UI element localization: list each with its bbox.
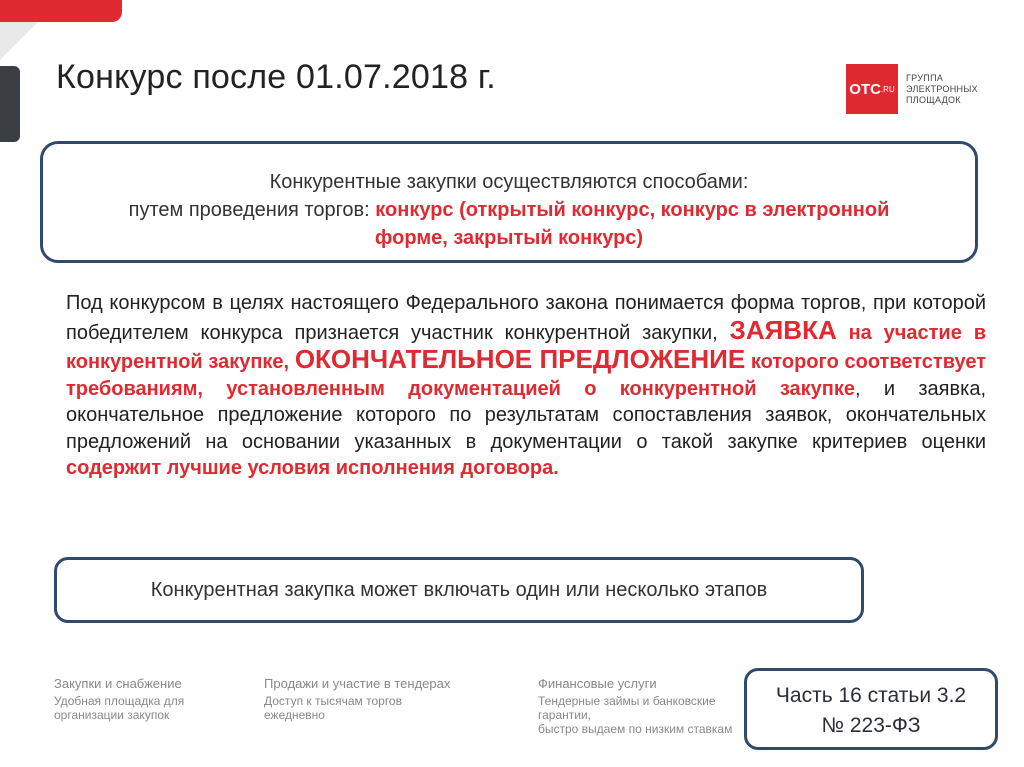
side-accent-bar [0,66,20,142]
logo-caption-line: ЭЛЕКТРОННЫХ [906,83,978,94]
footer-heading: Финансовые услуги [538,676,657,691]
highlight-text: на участие в конкурентной закупке, [66,321,986,373]
footer-line: Доступ к тысячам торгов [264,694,402,708]
stages-note-text: Конкурентная закупка может включать один или несколько этапов [150,578,768,601]
law-reference-line: Часть 16 статьи 3.2 [775,684,967,707]
logo-caption [906,73,978,106]
footer-sales[interactable] [264,677,450,722]
footer-line: Удобная площадка для [54,694,185,708]
highlight-application: ЗАЯВКА [729,314,837,345]
footer-line: организации закупок [54,708,170,722]
stages-note-box [54,557,864,623]
footer-line: Тендерные займы и банковские [538,694,716,708]
law-reference-box [744,668,998,750]
top-accent-tab [0,0,122,22]
definition-paragraph [66,290,986,482]
methods-heading: Конкурентные закупки осуществляются способами: [269,171,749,193]
paragraph-text: , и заявка, окончательное предложение которого по результатам сопоставления заявок, окончательных предложений на основании указанных в документации о такой закупке критериев оценки [66,377,986,453]
footer-line: гарантии, [538,708,591,722]
footer-procurement[interactable] [54,677,184,722]
footer-line: ежедневно [264,708,325,722]
paragraph-text: Под конкурсом в целях настоящего Федерального закона понимается форма торгов, при которой победителем конкурса признается участник конкурентной закупки, [66,292,986,344]
methods-highlight-cont: форме, закрытый конкурс) [374,227,644,249]
logo-caption-line: ПЛОЩАДОК [906,94,961,105]
methods-line [43,196,975,224]
footer-heading: Закупки и снабжение [54,676,182,691]
methods-highlight: конкурс (открытый конкурс, конкурс в электронной [375,199,890,221]
footer-finance[interactable] [538,677,732,736]
logo-mark-suffix: .RU [880,84,895,94]
law-reference-line: № 223-ФЗ [821,714,921,737]
logo-mark-text: ОТС [849,80,881,98]
footer-line: быстро выдаем по низким ставкам [538,722,733,736]
highlight-best-terms: содержит лучшие условия исполнения договора. [66,457,559,479]
logo-mark [846,64,898,114]
logo-caption-line: ГРУППА [906,72,944,83]
company-logo [846,64,978,114]
highlight-final-offer: ОКОНЧАТЕЛЬНОЕ ПРЕДЛОЖЕНИЕ [294,344,746,374]
footer-heading: Продажи и участие в тендерах [264,676,451,691]
page-title: Конкурс после 01.07.2018 г. [56,58,496,96]
procurement-methods-box [40,141,978,263]
highlight-text: которого соответствует требованиям, установленным документацией о конкурентной закупке [66,351,987,400]
methods-prefix: путем проведения торгов: [128,199,376,221]
